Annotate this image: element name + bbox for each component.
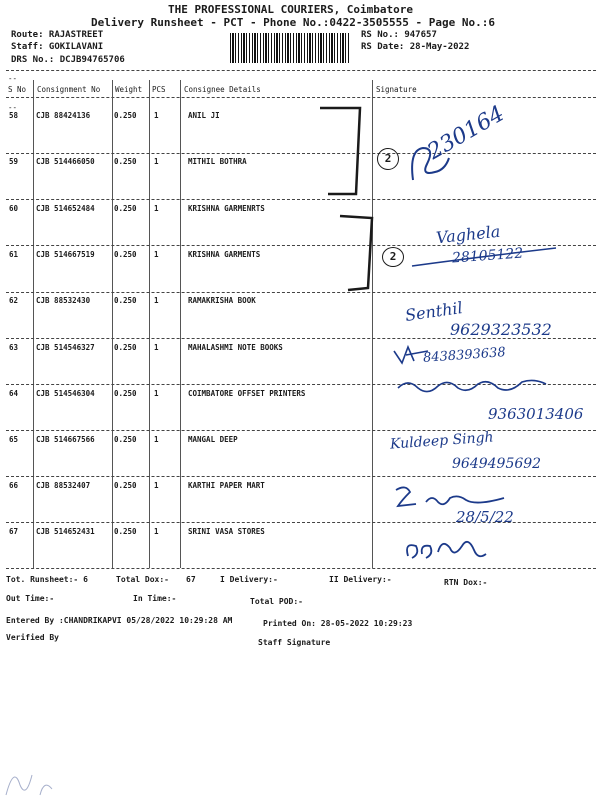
- row-consignee: SRINI VASA STORES: [188, 527, 265, 536]
- row-pcs: 1: [154, 204, 159, 213]
- row-divider: [6, 476, 596, 477]
- row-pcs: 1: [154, 435, 159, 444]
- col-header-consignment: Consignment No: [37, 85, 101, 94]
- row-consignment: CJB 514466050: [36, 157, 95, 166]
- row-consignee: COIMBATORE OFFSET PRINTERS: [188, 389, 306, 398]
- row-sno: 61: [9, 250, 19, 259]
- table-row: [0, 343, 600, 353]
- row-weight: 0.250: [114, 343, 137, 352]
- row-pcs: 1: [154, 343, 159, 352]
- signature-scribble: [394, 376, 554, 396]
- row-consignment: CJB 514652431: [36, 527, 95, 536]
- table-row: [0, 296, 600, 306]
- signature-scribble: [402, 528, 492, 564]
- row-sno: 66: [9, 481, 19, 490]
- row-pcs: 1: [154, 481, 159, 490]
- table-row: [0, 157, 600, 167]
- row-pcs: 1: [154, 250, 159, 259]
- handwritten-note: 8438393638: [422, 345, 507, 366]
- col-header-pcs: PCS: [152, 85, 166, 94]
- row-sno: 58: [9, 111, 19, 120]
- row-weight: 0.250: [114, 527, 137, 536]
- bracket-mark: [318, 104, 368, 200]
- staff-signature: Staff Signature: [258, 638, 331, 647]
- row-pcs: 1: [154, 157, 159, 166]
- handwritten-note: 28105122: [451, 245, 524, 267]
- table-row: [0, 204, 600, 214]
- handwritten-signature: Vaghela: [435, 221, 502, 248]
- circled-note: 2: [382, 247, 404, 267]
- row-sno: 65: [9, 435, 19, 444]
- sheet-title: THE PROFESSIONAL COURIERS, Coimbatore: [168, 3, 414, 16]
- row-divider: [6, 430, 596, 431]
- row-weight: 0.250: [114, 296, 137, 305]
- row-consignee: KARTHI PAPER MART: [188, 481, 265, 490]
- verified-by: Verified By: [6, 633, 59, 642]
- tot-runsheet: Tot. Runsheet:- 6: [6, 575, 88, 584]
- sheet-subtitle: Delivery Runsheet - PCT - Phone No.:0422-3505555 - Page No.:6: [91, 16, 495, 29]
- total-pod: Total POD:-: [250, 597, 303, 606]
- rs-number: RS No.: 947657: [361, 30, 437, 40]
- row-consignment: CJB 88424136: [36, 111, 91, 120]
- row-consignment: CJB 514546304: [36, 389, 95, 398]
- circled-note: 2: [377, 148, 399, 170]
- row-sno: 67: [9, 527, 19, 536]
- handwritten-note: 9629323532: [450, 320, 552, 339]
- row-weight: 0.250: [114, 111, 137, 120]
- row-consignee: KRISHNA GARMENRTS: [188, 204, 265, 213]
- row-weight: 0.250: [114, 250, 137, 259]
- corner-scribble: [0, 755, 60, 799]
- handwritten-note: 9649495692: [452, 456, 542, 472]
- out-time: Out Time:-: [6, 594, 55, 603]
- route-label: Route: RAJASTREET: [11, 30, 104, 40]
- row-consignee: ANIL JI: [188, 111, 220, 120]
- col-header-weight: Weight: [115, 85, 143, 94]
- handwritten-note: 9363013406: [488, 405, 584, 423]
- handwritten-note: 28/5/22: [456, 508, 514, 526]
- row-consignee: MAHALASHMI NOTE BOOKS: [188, 343, 283, 352]
- table-row: [0, 111, 600, 121]
- strike-line: [410, 242, 560, 272]
- divider: [6, 97, 596, 98]
- row-divider: [6, 153, 596, 154]
- handwritten-signature: Senthil: [403, 298, 464, 325]
- row-consignee: RAMAKRISHA BOOK: [188, 296, 256, 305]
- row-weight: 0.250: [114, 481, 137, 490]
- divider-mark: --: [8, 103, 18, 112]
- table-row: [0, 435, 600, 445]
- barcode-graphic: [230, 33, 350, 63]
- row-consignment: CJB 514546327: [36, 343, 95, 352]
- row-weight: 0.250: [114, 435, 137, 444]
- ii-delivery: II Delivery:-: [329, 575, 392, 584]
- row-weight: 0.250: [114, 157, 137, 166]
- row-pcs: 1: [154, 296, 159, 305]
- entered-by: Entered By :CHANDRIKAPVI 05/28/2022 10:29:28 AM: [6, 616, 233, 625]
- row-consignment: CJB 514667519: [36, 250, 95, 259]
- bracket-mark: [338, 214, 378, 294]
- row-consignment: CJB 514667566: [36, 435, 95, 444]
- row-divider: [6, 292, 596, 293]
- col-header-consignee: Consignee Details: [184, 85, 261, 94]
- divider-mark: --: [8, 74, 18, 83]
- rs-date: RS Date: 28-May-2022: [361, 42, 470, 52]
- row-consignee: MANGAL DEEP: [188, 435, 238, 444]
- row-weight: 0.250: [114, 389, 137, 398]
- row-consignment: CJB 88532407: [36, 481, 91, 490]
- col-header-sno: S No: [8, 85, 27, 94]
- staff-label: Staff: GOKILAVANI: [11, 42, 104, 52]
- printed-on: Printed On: 28-05-2022 10:29:23: [263, 619, 413, 628]
- table-row: [0, 527, 600, 537]
- row-consignment: CJB 88532430: [36, 296, 91, 305]
- handwritten-signature: Kuldeep Singh: [389, 429, 495, 453]
- row-sno: 63: [9, 343, 19, 352]
- row-sno: 60: [9, 204, 19, 213]
- row-weight: 0.250: [114, 204, 137, 213]
- col-header-signature: Signature: [376, 85, 417, 94]
- total-dox-label: Total Dox:-: [116, 575, 169, 584]
- row-sno: 64: [9, 389, 19, 398]
- row-sno: 62: [9, 296, 19, 305]
- row-pcs: 1: [154, 389, 159, 398]
- row-divider: [6, 568, 596, 569]
- rtn-dox: RTN Dox:-: [444, 578, 488, 587]
- in-time: In Time:-: [133, 594, 177, 603]
- row-consignee: KRISHNA GARMENTS: [188, 250, 261, 259]
- row-consignment: CJB 514652484: [36, 204, 95, 213]
- drs-number: DRS No.: DCJB94765706: [11, 55, 125, 65]
- i-delivery: I Delivery:-: [220, 575, 278, 584]
- total-dox-value: 67: [186, 575, 196, 584]
- row-consignee: MITHIL BOTHRA: [188, 157, 247, 166]
- row-sno: 59: [9, 157, 19, 166]
- row-divider: [6, 199, 596, 200]
- row-pcs: 1: [154, 527, 159, 536]
- handwritten-note: 230164: [423, 101, 509, 165]
- divider: [6, 70, 596, 71]
- row-pcs: 1: [154, 111, 159, 120]
